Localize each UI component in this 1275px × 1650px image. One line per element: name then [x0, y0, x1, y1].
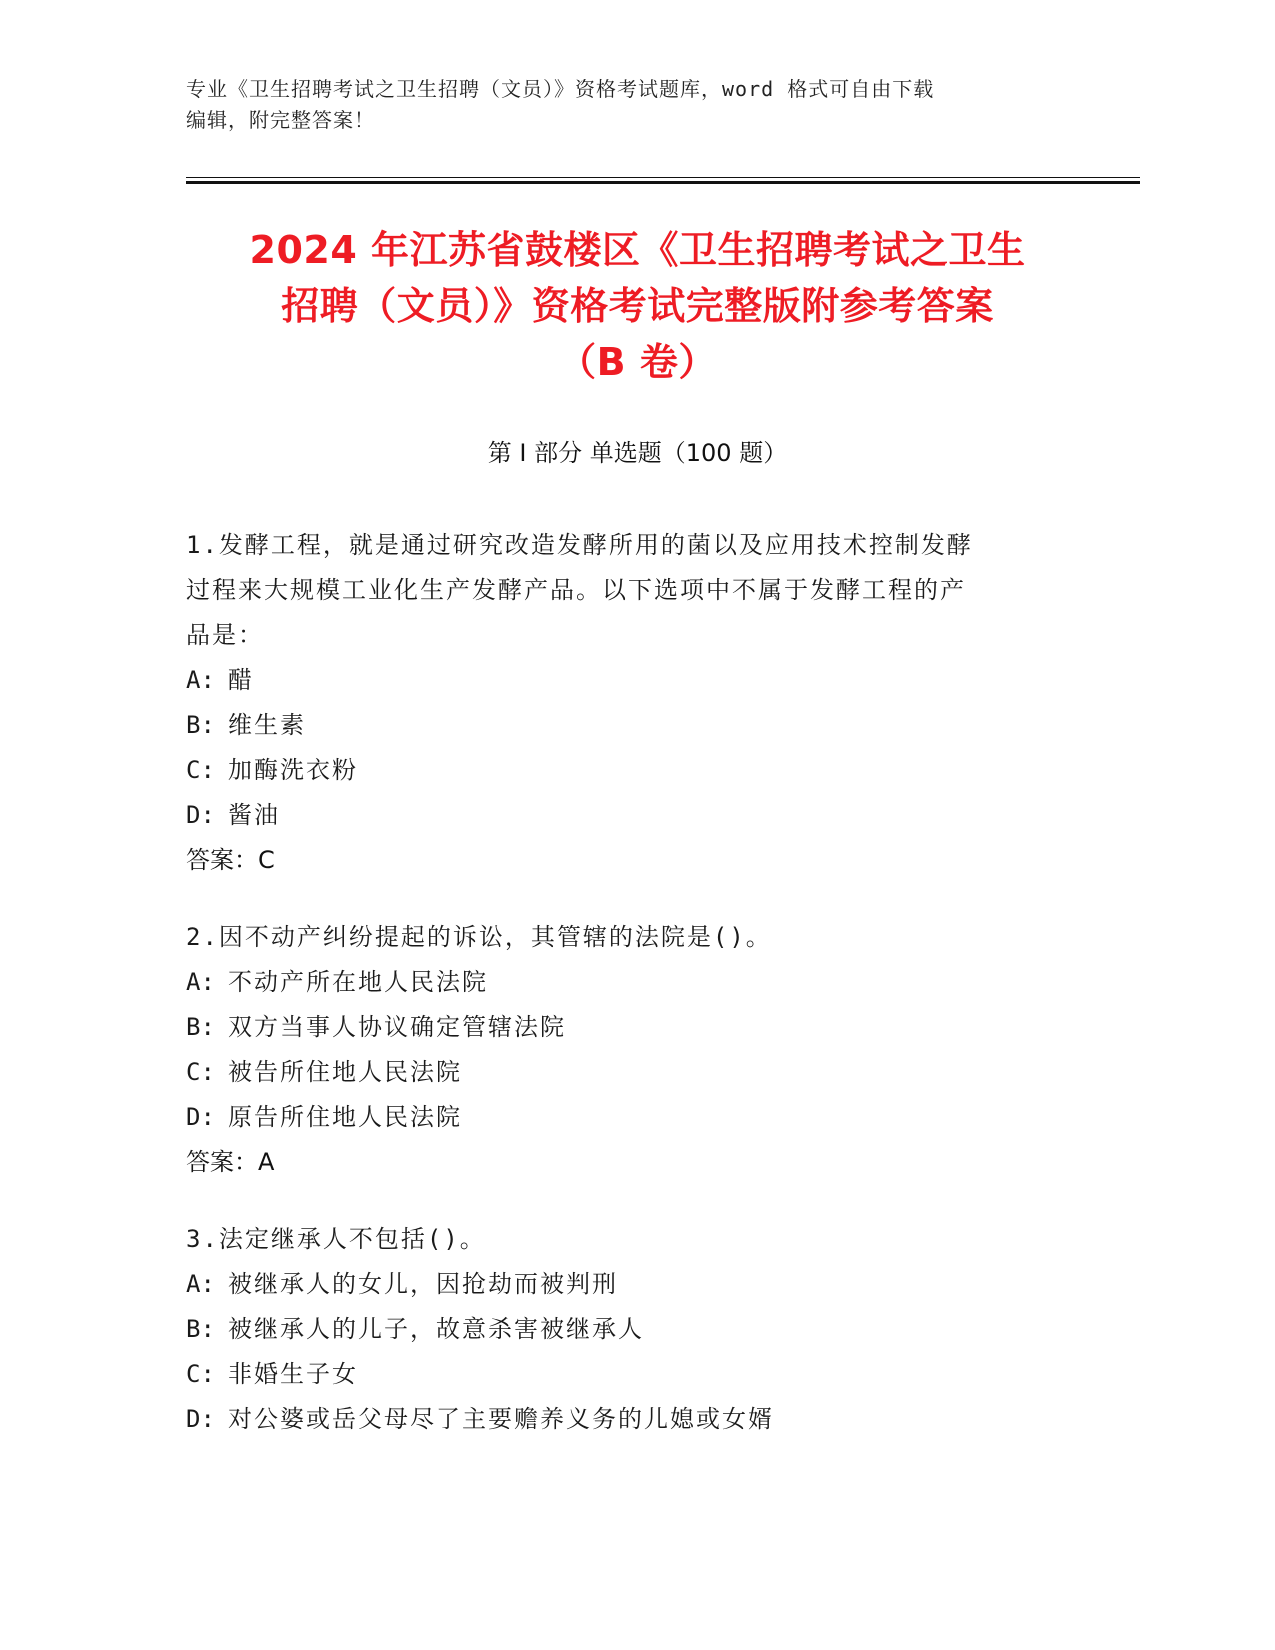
option-d [186, 793, 1086, 838]
question-2 [186, 915, 1086, 1185]
document-title-line: 招聘（文员）》资格考试完整版附参考答案 [281, 284, 994, 328]
header-note-line: 编辑，附完整答案！ [186, 108, 375, 132]
question-3 [186, 1217, 1086, 1442]
question-stem-line: 过程来大规模工业化生产发酵产品。以下选项中不属于发酵工程的产 [186, 576, 966, 604]
question-stem-line: 3.法定继承人不包括()。 [186, 1225, 486, 1253]
question-list [186, 523, 1086, 1442]
option-text: 双方当事人协议确定管辖法院 [228, 1013, 566, 1041]
header-note [186, 74, 1066, 136]
option-key: C: [186, 1058, 215, 1086]
option-text: 被告所住地人民法院 [228, 1058, 462, 1086]
question-stem-line: 2.因不动产纠纷提起的诉讼，其管辖的法院是()。 [186, 923, 772, 951]
option-key: C: [186, 756, 215, 784]
option-text: 维生素 [228, 711, 306, 739]
header-divider-thick [186, 181, 1140, 184]
header-divider-thin [186, 177, 1140, 178]
option-a [186, 960, 1086, 1005]
option-c [186, 748, 1086, 793]
option-b [186, 703, 1086, 748]
option-text: 被继承人的女儿，因抢劫而被判刑 [228, 1270, 618, 1298]
answer-label: 答案：C [186, 846, 275, 874]
option-text: 酱油 [228, 801, 280, 829]
option-c [186, 1352, 1086, 1397]
document-title-line: 2024 年江苏省鼓楼区《卫生招聘考试之卫生 [249, 228, 1026, 272]
option-d [186, 1397, 1086, 1442]
option-key: C: [186, 1360, 215, 1388]
option-text: 非婚生子女 [228, 1360, 358, 1388]
option-b [186, 1005, 1086, 1050]
option-key: A: [186, 968, 215, 996]
option-key: D: [186, 1405, 215, 1433]
option-key: B: [186, 1315, 215, 1343]
header-note-line: 专业《卫生招聘考试之卫生招聘（文员）》资格考试题库，word 格式可自由下载 [186, 77, 935, 101]
option-text: 原告所住地人民法院 [228, 1103, 462, 1131]
option-key: B: [186, 711, 215, 739]
question-stem-line: 品是： [186, 621, 264, 649]
option-c [186, 1050, 1086, 1095]
answer-label: 答案：A [186, 1148, 275, 1176]
section-heading: 第 I 部分 单选题（100 题） [487, 439, 788, 467]
option-text: 对公婆或岳父母尽了主要赡养义务的儿媳或女婿 [228, 1405, 774, 1433]
option-text: 醋 [228, 666, 254, 694]
option-text: 被继承人的儿子，故意杀害被继承人 [228, 1315, 644, 1343]
option-key: A: [186, 666, 215, 694]
question-stem-line: 1.发酵工程，就是通过研究改造发酵所用的菌以及应用技术控制发酵 [186, 531, 973, 559]
option-key: D: [186, 1103, 215, 1131]
option-b [186, 1307, 1086, 1352]
option-text: 加酶洗衣粉 [228, 756, 358, 784]
option-key: A: [186, 1270, 215, 1298]
option-text: 不动产所在地人民法院 [228, 968, 488, 996]
option-a [186, 658, 1086, 703]
option-key: D: [186, 801, 215, 829]
document-title-line: （B 卷） [558, 340, 717, 384]
document-title [150, 222, 1125, 390]
question-1 [186, 523, 1086, 883]
option-a [186, 1262, 1086, 1307]
option-key: B: [186, 1013, 215, 1041]
option-d [186, 1095, 1086, 1140]
